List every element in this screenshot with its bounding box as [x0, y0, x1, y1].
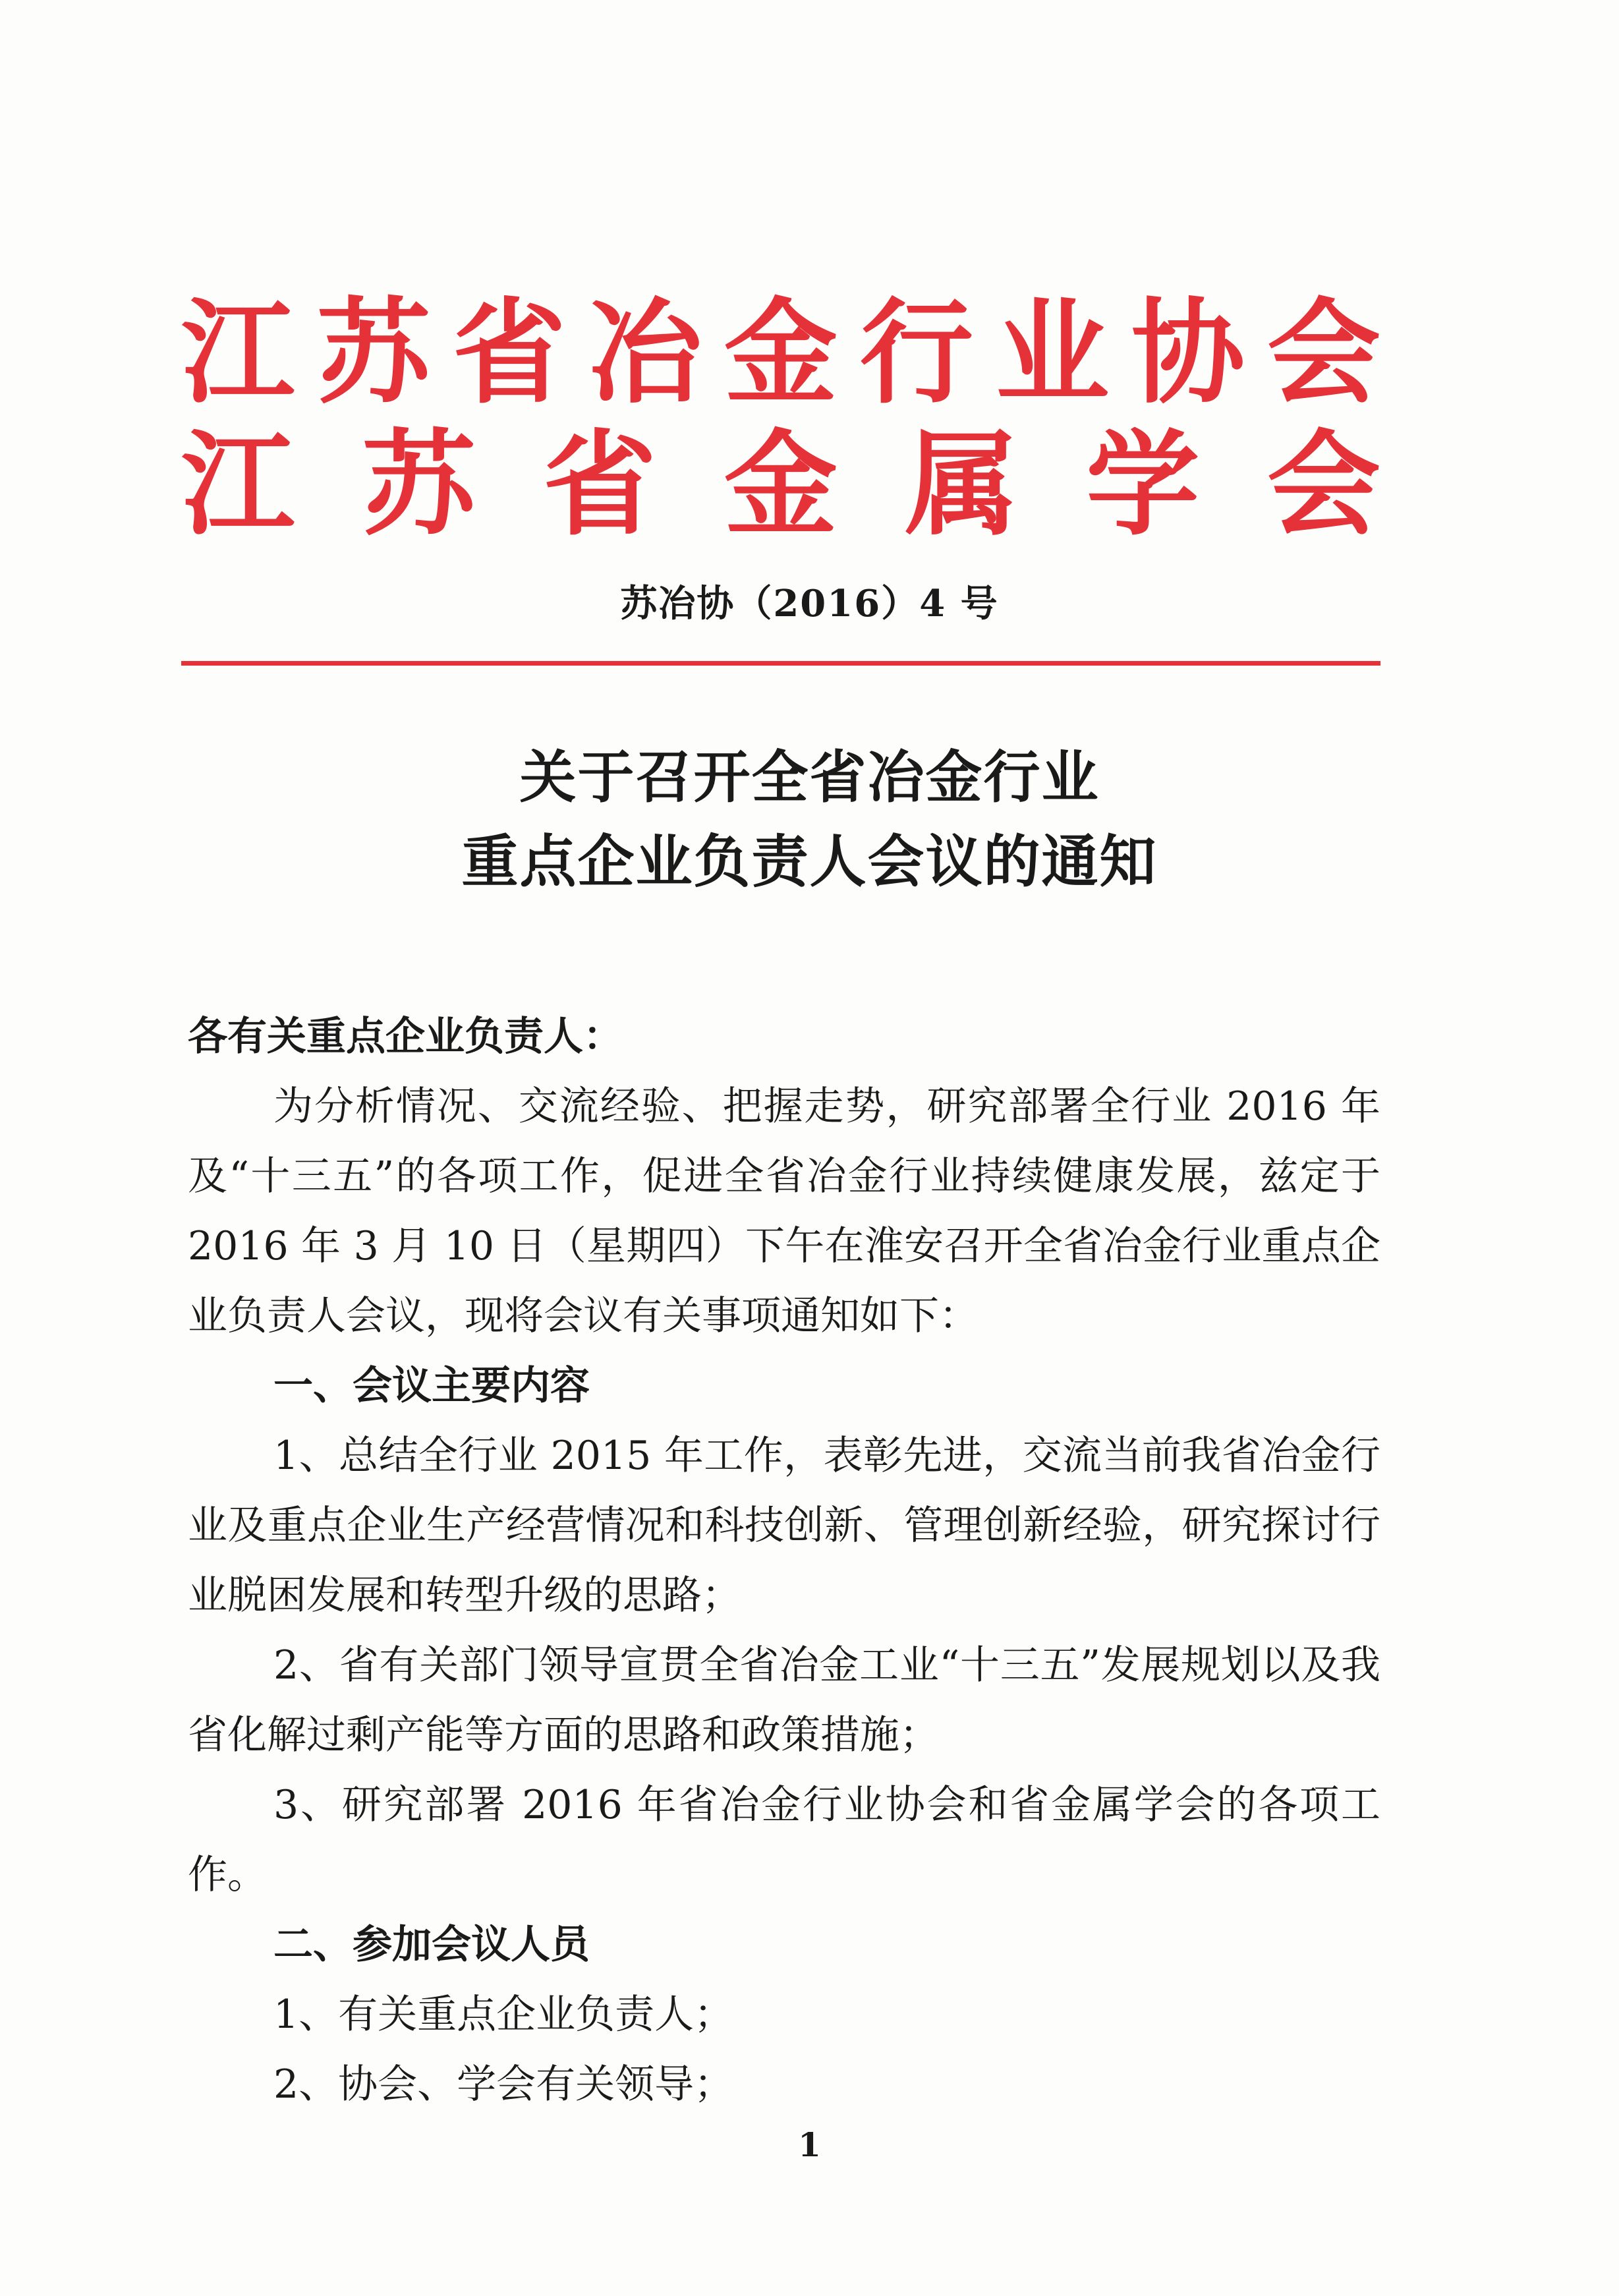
- org-char: 协: [1131, 285, 1245, 419]
- org-char: 省: [453, 285, 566, 419]
- list-item: 1、有关重点企业负责人；: [273, 1992, 734, 2038]
- notice-body: [188, 1072, 1380, 2119]
- notice-title-line-2: 重点企业负责人会议的通知: [461, 829, 1158, 895]
- org-char: 苏: [362, 417, 476, 551]
- org-title-metals-society: [181, 417, 1380, 551]
- salutation: 各有关重点企业负责人：: [188, 1014, 623, 1060]
- intro-paragraph: 为分析情况、交流经验、把握走势，研究部署全行业 2016 年及“十三五”的各项工作，促进全省冶金行业持续健康发展，兹定于 2016 年 3 月 10 日（星期四）下午在淮安召开全省冶金行业重点企业负责人会议，现将会议有关事项通知如下：: [188, 1083, 1380, 1339]
- org-char: 苏: [317, 285, 430, 419]
- org-char: 江: [181, 417, 295, 551]
- document-number: 苏冶协（2016）4 号: [620, 582, 999, 625]
- list-item: 1、总结全行业 2015 年工作，表彰先进，交流当前我省冶金行业及重点企业生产经营情况和科技创新、管理创新经验，研究探讨行业脱困发展和转型升级的思路；: [188, 1433, 1380, 1619]
- list-item: 2、协会、学会有关领导；: [273, 2061, 734, 2108]
- org-char: 江: [181, 285, 295, 419]
- section-heading-meeting-content: 一、会议主要内容: [273, 1363, 590, 1409]
- org-char: 省: [543, 417, 657, 551]
- org-title-metallurgy-association: [181, 285, 1380, 419]
- page-number: 1: [798, 2125, 821, 2164]
- org-char: 冶: [588, 285, 702, 419]
- org-char: 会: [1267, 285, 1380, 419]
- red-divider-line: [181, 661, 1380, 666]
- org-char: 行: [860, 285, 973, 419]
- list-item: 3、研究部署 2016 年省冶金行业协会和省金属学会的各项工作。: [188, 1782, 1380, 1898]
- org-char: 金: [724, 285, 838, 419]
- org-char: 金: [724, 417, 838, 551]
- org-char: 业: [996, 285, 1109, 419]
- org-char: 会: [1266, 417, 1380, 551]
- org-char: 属: [905, 417, 1019, 551]
- notice-title-line-1: 关于召开全省冶金行业: [519, 745, 1100, 811]
- org-char: 学: [1086, 417, 1200, 551]
- section-heading-attendees: 二、参加会议人员: [273, 1922, 590, 1968]
- list-item: 2、省有关部门领导宣贯全省冶金工业“十三五”发展规划以及我省化解过剩产能等方面的思路和政策措施；: [188, 1642, 1380, 1758]
